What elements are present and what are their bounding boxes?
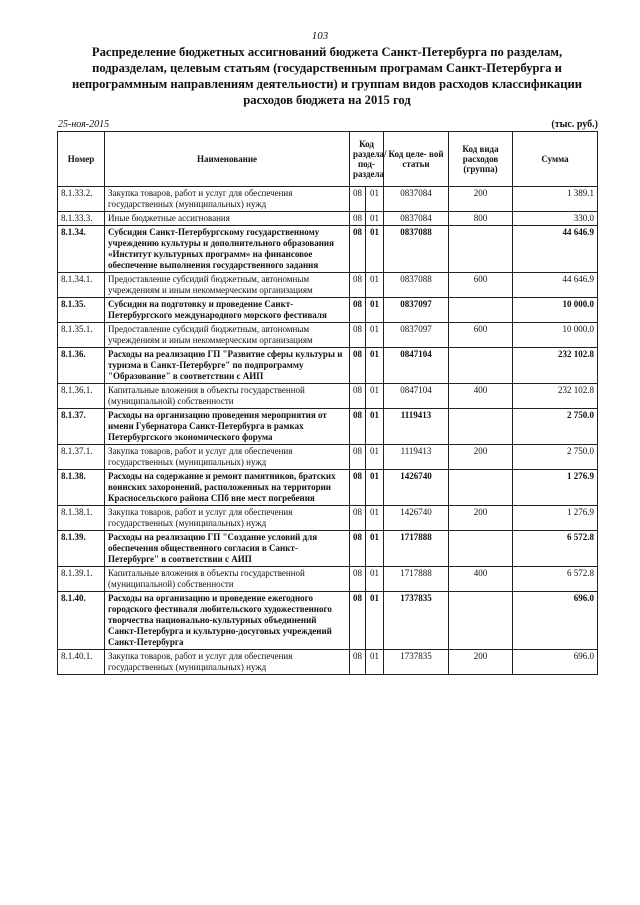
cell-number: 8.1.40.1. xyxy=(58,650,105,675)
cell-subsection: 01 xyxy=(366,212,384,226)
cell-expense-code: 600 xyxy=(449,323,513,348)
cell-subsection: 01 xyxy=(366,298,384,323)
cell-amount: 2 750.0 xyxy=(513,445,598,470)
column-header-amount: Сумма xyxy=(513,132,598,187)
cell-section: 08 xyxy=(350,445,366,470)
cell-expense-code: 200 xyxy=(449,445,513,470)
cell-subsection: 01 xyxy=(366,409,384,445)
cell-name: Расходы на реализацию ГП "Развитие сферы культуры и туризма в Санкт-Петербурге" по подпрограмму "Образование" в соответствии с АИП xyxy=(105,348,350,384)
cell-subsection: 01 xyxy=(366,226,384,273)
cell-section: 08 xyxy=(350,650,366,675)
cell-expense-code xyxy=(449,592,513,650)
cell-expense-code xyxy=(449,298,513,323)
cell-subsection: 01 xyxy=(366,445,384,470)
table-row xyxy=(58,567,598,592)
table-body xyxy=(58,187,598,675)
cell-subsection: 01 xyxy=(366,187,384,212)
cell-section: 08 xyxy=(350,348,366,384)
table-row xyxy=(58,348,598,384)
cell-amount: 696.0 xyxy=(513,650,598,675)
currency-units: (тыс. руб.) xyxy=(551,119,598,130)
cell-amount: 10 000.0 xyxy=(513,323,598,348)
cell-name: Субсидия Санкт-Петербургскому государственному учреждению культуры и дополнительного образования «Институт культурных программ» на финансовое обеспечение выполнения государственного задания xyxy=(105,226,350,273)
cell-expense-code: 400 xyxy=(449,567,513,592)
cell-amount: 1 276.9 xyxy=(513,470,598,506)
cell-name: Закупка товаров, работ и услуг для обеспечения государственных (муниципальных) нужд xyxy=(105,187,350,212)
cell-expense-code xyxy=(449,348,513,384)
cell-target-code: 1717888 xyxy=(384,567,449,592)
cell-name: Закупка товаров, работ и услуг для обеспечения государственных (муниципальных) нужд xyxy=(105,445,350,470)
cell-target-code: 1426740 xyxy=(384,506,449,531)
cell-target-code: 1717888 xyxy=(384,531,449,567)
cell-amount: 10 000.0 xyxy=(513,298,598,323)
cell-expense-code: 600 xyxy=(449,273,513,298)
cell-section: 08 xyxy=(350,506,366,531)
cell-name: Иные бюджетные ассигнования xyxy=(105,212,350,226)
cell-subsection: 01 xyxy=(366,384,384,409)
column-header-expense-type: Код вида расходов (группа) xyxy=(449,132,513,187)
cell-section: 08 xyxy=(350,273,366,298)
cell-expense-code: 200 xyxy=(449,650,513,675)
cell-number: 8.1.40. xyxy=(58,592,105,650)
cell-name: Закупка товаров, работ и услуг для обеспечения государственных (муниципальных) нужд xyxy=(105,650,350,675)
cell-subsection: 01 xyxy=(366,506,384,531)
cell-target-code: 1737835 xyxy=(384,650,449,675)
cell-expense-code xyxy=(449,226,513,273)
cell-name: Капитальные вложения в объекты государственной (муниципальной) собственности xyxy=(105,384,350,409)
table-row xyxy=(58,384,598,409)
cell-number: 8.1.34. xyxy=(58,226,105,273)
table-row xyxy=(58,187,598,212)
column-header-number: Номер xyxy=(58,132,105,187)
cell-name: Расходы на реализацию ГП "Создание условий для обеспечения общественного согласия в Санкт-Петербурге" в соответствии с АИП xyxy=(105,531,350,567)
table-row xyxy=(58,592,598,650)
cell-name: Капитальные вложения в объекты государственной (муниципальной) собственности xyxy=(105,567,350,592)
cell-subsection: 01 xyxy=(366,273,384,298)
cell-target-code: 1737835 xyxy=(384,592,449,650)
cell-number: 8.1.34.1. xyxy=(58,273,105,298)
cell-amount: 696.0 xyxy=(513,592,598,650)
cell-amount: 6 572.8 xyxy=(513,567,598,592)
cell-number: 8.1.37. xyxy=(58,409,105,445)
cell-section: 08 xyxy=(350,298,366,323)
cell-section: 08 xyxy=(350,226,366,273)
cell-expense-code xyxy=(449,531,513,567)
cell-amount: 232 102.8 xyxy=(513,384,598,409)
cell-number: 8.1.39.1. xyxy=(58,567,105,592)
cell-name: Расходы на содержание и ремонт памятников, братских воинских захоронений, расположенных на территории Красносельского района СПб вне мест погребения xyxy=(105,470,350,506)
table-row xyxy=(58,409,598,445)
cell-target-code: 0837088 xyxy=(384,273,449,298)
cell-target-code: 0837084 xyxy=(384,187,449,212)
column-header-section: Код раздела/ под- раздела xyxy=(350,132,384,187)
document-title: Распределение бюджетных ассигнований бюджета Санкт-Петербурга по разделам, подразделам, целевым статьям (государственным програмам Санкт-Петербурга и непрограммным направлениям деятельности) и группам видов расходов классификации расходов бюджета на 2015 год xyxy=(72,45,582,107)
column-header-target: Код целе- вой статьи xyxy=(384,132,449,187)
cell-number: 8.1.38.1. xyxy=(58,506,105,531)
cell-section: 08 xyxy=(350,384,366,409)
table-row xyxy=(58,506,598,531)
cell-subsection: 01 xyxy=(366,531,384,567)
cell-subsection: 01 xyxy=(366,348,384,384)
page-number: 103 xyxy=(311,30,329,42)
cell-amount: 2 750.0 xyxy=(513,409,598,445)
table-row xyxy=(58,650,598,675)
cell-target-code: 1119413 xyxy=(384,445,449,470)
cell-amount: 44 646.9 xyxy=(513,226,598,273)
cell-target-code: 0837097 xyxy=(384,323,449,348)
cell-amount: 44 646.9 xyxy=(513,273,598,298)
budget-table xyxy=(57,131,598,675)
cell-name: Расходы на организацию проведения мероприятия от имени Губернатора Санкт-Петербурга в рамках Петербургского экономического форума xyxy=(105,409,350,445)
cell-subsection: 01 xyxy=(366,650,384,675)
cell-section: 08 xyxy=(350,592,366,650)
cell-subsection: 01 xyxy=(366,323,384,348)
cell-subsection: 01 xyxy=(366,592,384,650)
cell-amount: 330.0 xyxy=(513,212,598,226)
cell-section: 08 xyxy=(350,470,366,506)
cell-target-code: 0847104 xyxy=(384,384,449,409)
column-header-name: Наименование xyxy=(105,132,350,187)
table-row xyxy=(58,531,598,567)
cell-section: 08 xyxy=(350,531,366,567)
cell-amount: 1 389.1 xyxy=(513,187,598,212)
cell-section: 08 xyxy=(350,323,366,348)
cell-section: 08 xyxy=(350,409,366,445)
cell-section: 08 xyxy=(350,187,366,212)
cell-target-code: 1119413 xyxy=(384,409,449,445)
cell-number: 8.1.35.1. xyxy=(58,323,105,348)
cell-number: 8.1.37.1. xyxy=(58,445,105,470)
cell-number: 8.1.39. xyxy=(58,531,105,567)
cell-name: Предоставление субсидий бюджетным, автономным учреждениям и иным некоммерческим организациям xyxy=(105,323,350,348)
cell-subsection: 01 xyxy=(366,567,384,592)
cell-subsection: 01 xyxy=(366,470,384,506)
cell-expense-code: 800 xyxy=(449,212,513,226)
cell-amount: 232 102.8 xyxy=(513,348,598,384)
table-row xyxy=(58,212,598,226)
table-row xyxy=(58,226,598,273)
table-row xyxy=(58,273,598,298)
cell-expense-code: 400 xyxy=(449,384,513,409)
cell-number: 8.1.36. xyxy=(58,348,105,384)
cell-number: 8.1.35. xyxy=(58,298,105,323)
cell-target-code: 0837084 xyxy=(384,212,449,226)
cell-number: 8.1.36.1. xyxy=(58,384,105,409)
cell-section: 08 xyxy=(350,212,366,226)
cell-target-code: 0837088 xyxy=(384,226,449,273)
cell-number: 8.1.33.2. xyxy=(58,187,105,212)
table-row xyxy=(58,445,598,470)
cell-expense-code xyxy=(449,470,513,506)
cell-number: 8.1.38. xyxy=(58,470,105,506)
cell-name: Предоставление субсидий бюджетным, автономным учреждениям и иным некоммерческим организациям xyxy=(105,273,350,298)
cell-target-code: 0847104 xyxy=(384,348,449,384)
table-header-row xyxy=(58,132,598,187)
cell-name: Закупка товаров, работ и услуг для обеспечения государственных (муниципальных) нужд xyxy=(105,506,350,531)
cell-amount: 1 276.9 xyxy=(513,506,598,531)
cell-section: 08 xyxy=(350,567,366,592)
cell-number: 8.1.33.3. xyxy=(58,212,105,226)
cell-name: Расходы на организацию и проведение ежегодного городского фестиваля любительского художественного творчества национально-культурных объединений Санкт-Петербурга и культурно-досуговых учреждений Санкт-Петербурга xyxy=(105,592,350,650)
cell-expense-code xyxy=(449,409,513,445)
report-date: 25-ноя-2015 xyxy=(58,119,110,130)
table-row xyxy=(58,323,598,348)
cell-target-code: 0837097 xyxy=(384,298,449,323)
table-row xyxy=(58,298,598,323)
table-row xyxy=(58,470,598,506)
cell-amount: 6 572.8 xyxy=(513,531,598,567)
cell-expense-code: 200 xyxy=(449,187,513,212)
cell-name: Субсидия на подготовку и проведение Санкт-Петербургского международного морского фестиваля xyxy=(105,298,350,323)
cell-target-code: 1426740 xyxy=(384,470,449,506)
cell-expense-code: 200 xyxy=(449,506,513,531)
